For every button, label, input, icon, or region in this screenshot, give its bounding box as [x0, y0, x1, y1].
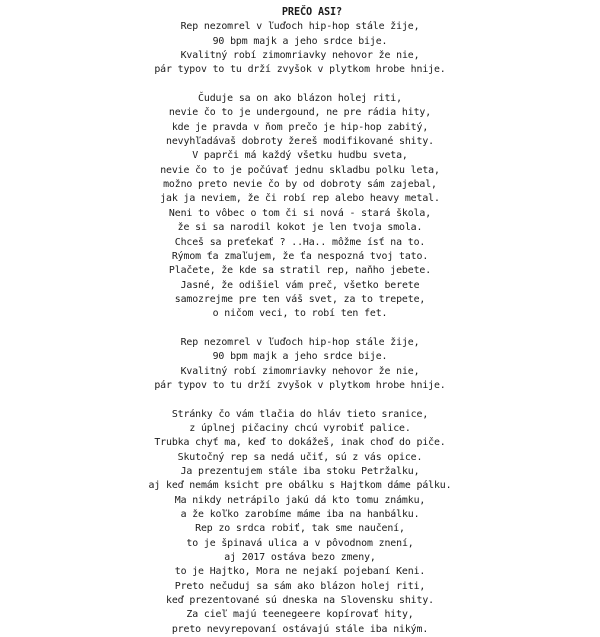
lyric-line: Kvalitný robí zimomriavky nehovor že nie, — [180, 365, 420, 377]
lyric-line: preto nevyrepovaní ostávajú stále iba nikým. — [171, 623, 429, 635]
lyric-line: možno preto nevie čo by od dobroty sám zajebal, — [163, 179, 437, 191]
lyrics-sheet — [0, 6, 600, 637]
lyric-line: že si sa narodil kokot je len tvoja smola. — [177, 222, 423, 234]
lyric-line: nevie čo to je undergound, ne pre rádia hity, — [168, 107, 432, 119]
lyric-line: 90 bpm majk a jeho srdce bije. — [212, 351, 388, 363]
chorus-stanza — [0, 20, 600, 77]
lyric-line: V paprči má každý všetku hudbu sveta, — [192, 150, 408, 162]
lyric-line: 90 bpm majk a jeho srdce bije. — [212, 35, 388, 47]
lyric-line: to je špinavá ulica a v pôvodnom znení, — [186, 537, 414, 549]
lyric-line: Plačete, že kde sa stratil rep, naňho jebete. — [168, 265, 432, 277]
verse-stanza — [0, 92, 600, 322]
lyric-line: Rep nezomrel v ľuďoch hip-hop stále žije, — [180, 21, 420, 33]
lyric-line: keď prezentované sú dneska na Slovensku shity. — [166, 595, 434, 607]
lyric-line: Neni to vôbec o tom či si nová - stará škola, — [168, 207, 432, 219]
lyric-line: Ma nikdy netrápilo jakú dá kto tomu známku, — [174, 494, 426, 506]
lyric-line: Jasné, že odišiel vám preč, všetko berete — [180, 279, 420, 291]
lyric-line: aj keď nemám ksicht pre obálku s Hajtkom dáme pálku. — [148, 480, 452, 492]
lyric-line: a že koľko zarobíme máme iba na hanbálku. — [180, 509, 420, 521]
lyric-line: Za cieľ majú teenegeere kopírovať hity, — [186, 609, 414, 621]
lyric-line: to je Hajtko, Mora ne nejakí pojebaní Keni. — [174, 566, 426, 578]
lyric-line: Chceš sa preťekať ? ..Ha.. môžme ísť na to. — [174, 236, 426, 248]
lyric-line: Kvalitný robí zimomriavky nehovor že nie, — [180, 50, 420, 62]
lyric-line: nevie čo to je počúvať jednu skladbu polku leta, — [160, 164, 440, 176]
song-title: PREČO ASI? — [281, 7, 343, 18]
lyric-line: Trubka chyť ma, keď to dokážeš, inak choď do piče. — [154, 437, 446, 449]
lyrics-body — [0, 20, 600, 637]
lyric-line: Rep nezomrel v ľuďoch hip-hop stále žije, — [180, 336, 420, 348]
lyric-line: Skutočný rep sa nedá učiť, sú z vás opice. — [177, 451, 423, 463]
lyric-line: kde je pravda v ňom prečo je hip-hop zabitý, — [171, 121, 429, 133]
lyric-line: Stránky čo vám tlačia do hláv tieto sranice, — [171, 408, 429, 420]
lyric-line: nevyhľadávaš dobroty žereš modifikované shity. — [166, 136, 434, 148]
lyric-line: Ja prezentujem stále iba stoku Petržalku, — [180, 466, 420, 477]
lyric-line: o ničom veci, to robí ten fet. — [212, 308, 388, 320]
chorus-stanza — [0, 336, 600, 393]
lyric-line: pár typov to tu drží zvyšok v plytkom hrobe hnije. — [154, 64, 446, 76]
lyric-line: pár typov to tu drží zvyšok v plytkom hrobe hnije. — [154, 379, 446, 391]
lyric-line: Rep zo srdca robiť, tak sme naučení, — [195, 523, 405, 535]
lyric-line: Rýmom ťa zmaľujem, že ťa nespozná tvoj tato. — [171, 250, 429, 262]
lyric-line: z úplnej pičaciny chcú vyrobiť palice. — [189, 422, 411, 434]
lyric-line: samozrejme pre ten váš svet, za to trepete, — [174, 293, 426, 305]
lyric-line: Preto nečuduj sa sám ako blázon holej riti, — [174, 580, 426, 592]
lyric-line: jak ja neviem, že či robí rep alebo heavy metal. — [160, 193, 440, 205]
lyric-line: aj 2017 ostáva bezo zmeny, — [224, 552, 376, 564]
lyric-line: Čuduje sa on ako blázon holej riti, — [198, 93, 402, 105]
